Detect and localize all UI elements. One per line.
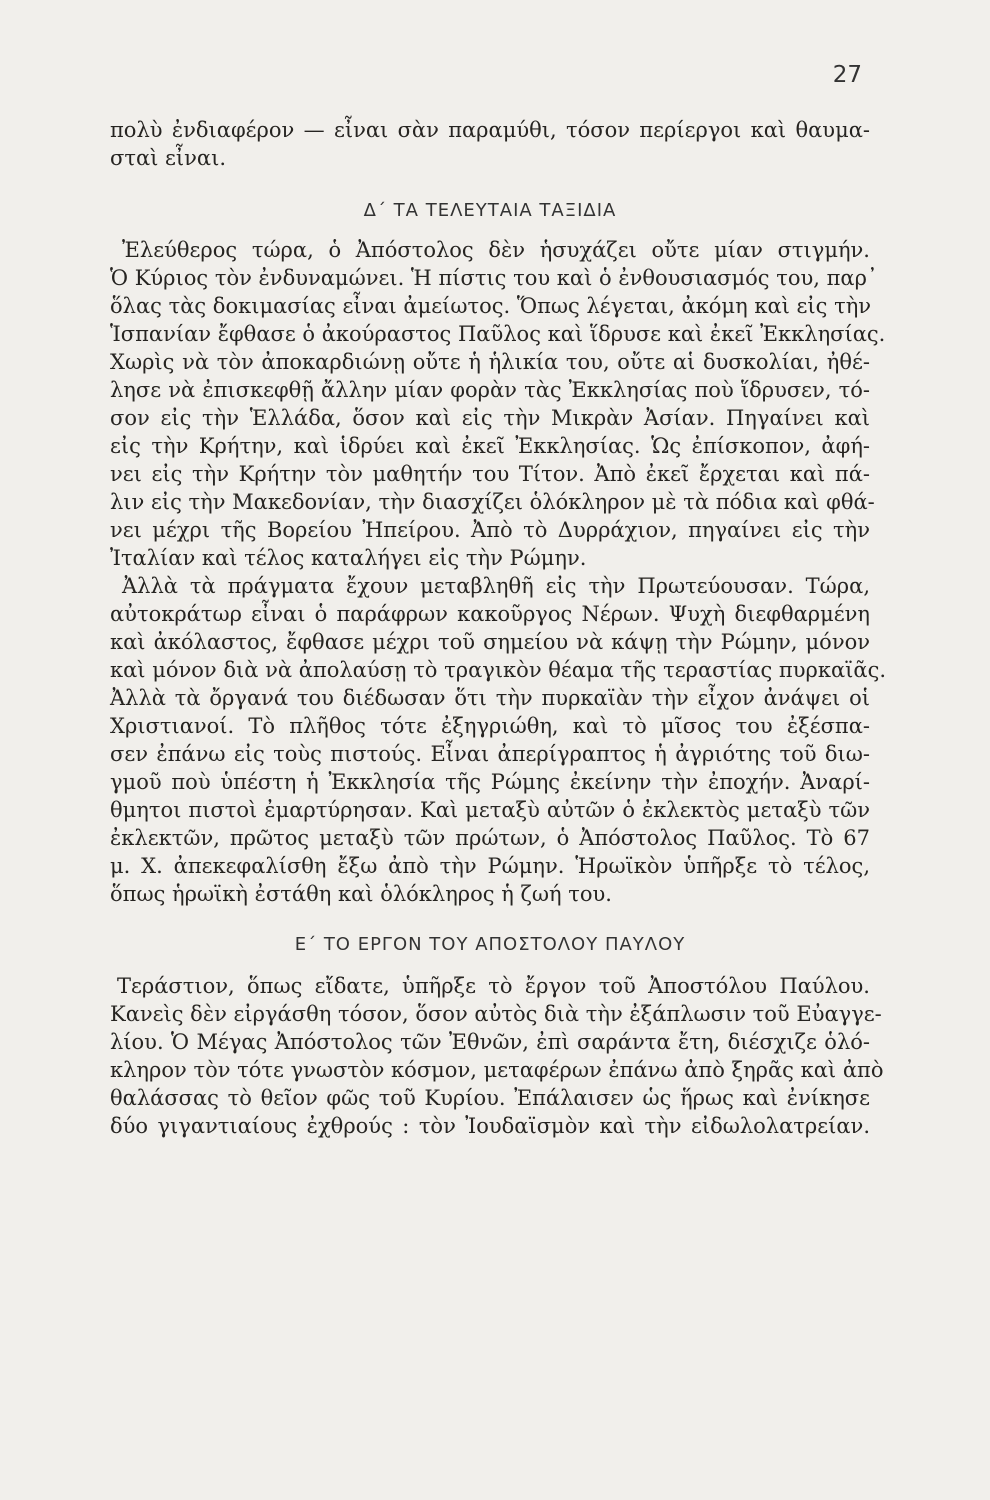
page-number: 27 [832, 62, 862, 88]
text-line: Ὁ Κύριος τὸν ἐνδυναμώνει. Ἡ πίστις του καὶ ὁ ἐνθουσιασμός του, παρ᾽ [110, 266, 878, 290]
text-line: σον εἰς τὴν Ἑλλάδα, ὅσον καὶ εἰς τὴν Μικρὰν Ἀσίαν. Πηγαίνει καὶ [110, 406, 870, 430]
text-line: εἰς τὴν Κρήτην, καὶ ἱδρύει καὶ ἐκεῖ Ἐκκλησίας. Ὡς ἐπίσκοπον, ἀφή- [110, 434, 870, 458]
text-line: Ἀλλὰ τὰ πράγματα ἔχουν μεταβληθῆ εἰς τὴν Πρωτεύουσαν. Τώρα, [122, 574, 870, 598]
text-line: Ἐλεύθερος τώρα, ὁ Ἀπόστολος δὲν ἡσυχάζει οὔτε μίαν στιγμήν. [122, 238, 870, 262]
text-line: κληρον τὸν τότε γνωστὸν κόσμον, μεταφέρων ἐπάνω ἀπὸ ξηρᾶς καὶ ἀπὸ [110, 1058, 884, 1082]
text-line: μ. Χ. ἀπεκεφαλίσθη ἔξω ἀπὸ τὴν Ρώμην. Ἡρωϊκὸν ὑπῆρξε τὸ τέλος, [110, 854, 870, 878]
text-line: σταὶ εἶναι. [110, 146, 227, 170]
text-line: νει εἰς τὴν Κρήτην τὸν μαθητήν του Τίτον. Ἀπὸ ἐκεῖ ἔρχεται καὶ πά- [110, 462, 870, 486]
text-line: λίου. Ὁ Μέγας Ἀπόστολος τῶν Ἐθνῶν, ἐπὶ σαράντα ἔτη, διέσχιζε ὁλό- [110, 1030, 870, 1054]
text-line: δύο γιγαντιαίους ἐχθρούς : τὸν Ἰουδαϊσμὸν καὶ τὴν εἰδωλολατρείαν. [110, 1114, 870, 1138]
text-line: θμητοι πιστοὶ ἐμαρτύρησαν. Καὶ μεταξὺ αὐτῶν ὁ ἐκλεκτὸς μεταξὺ τῶν [110, 798, 870, 822]
text-line: λιν εἰς τὴν Μακεδονίαν, τὴν διασχίζει ὁλόκληρον μὲ τὰ πόδια καὶ φθά- [110, 490, 875, 514]
section-heading: Ε΄ ΤΟ ΕΡΓΟΝ ΤΟΥ ΑΠΟΣΤΟΛΟΥ ΠΑΥΛΟΥ [294, 934, 686, 955]
text-line: Τεράστιον, ὅπως εἴδατε, ὑπῆρξε τὸ ἔργον τοῦ Ἀποστόλου Παύλου. [117, 974, 870, 998]
text-line: πολὺ ἐνδιαφέρον — εἶναι σὰν παραμύθι, τόσον περίεργοι καὶ θαυμα- [110, 118, 870, 142]
text-line: Κανεὶς δὲν εἰργάσθη τόσον, ὅσον αὐτὸς διὰ τὴν ἐξάπλωσιν τοῦ Εὐαγγε- [110, 1002, 882, 1026]
text-line: νει μέχρι τῆς Βορείου Ἠπείρου. Ἀπὸ τὸ Δυρράχιον, πηγαίνει εἰς τὴν [110, 518, 870, 542]
text-line: ἐκλεκτῶν, πρῶτος μεταξὺ τῶν πρώτων, ὁ Ἀπόστολος Παῦλος. Τὸ 67 [110, 826, 870, 850]
text-line: Χριστιανοί. Τὸ πλῆθος τότε ἐξηγριώθη, καὶ τὸ μῖσος του ἐξέσπα- [110, 714, 870, 738]
text-line: Ἀλλὰ τὰ ὄργανά του διέδωσαν ὅτι τὴν πυρκαϊὰν τὴν εἶχον ἀνάψει οἱ [110, 686, 870, 710]
text-line: αὐτοκράτωρ εἶναι ὁ παράφρων κακοῦργος Νέρων. Ψυχὴ διεφθαρμένη [110, 602, 870, 626]
text-line: καὶ μόνον διὰ νὰ ἀπολαύσῃ τὸ τραγικὸν θέαμα τῆς τεραστίας πυρκαϊᾶς. [110, 658, 887, 682]
text-line: γμοῦ ποὺ ὑπέστη ἡ Ἐκκλησία τῆς Ρώμης ἐκείνην τὴν ἐποχήν. Ἀναρί- [110, 770, 870, 794]
text-line: Χωρὶς νὰ τὸν ἀποκαρδιώνῃ οὔτε ἡ ἡλικία του, οὔτε αἱ δυσκολίαι, ἠθέ- [110, 350, 870, 374]
text-line: ὅλας τὰς δοκιμασίας εἶναι ἀμείωτος. Ὅπως λέγεται, ἀκόμη καὶ εἰς τὴν [110, 294, 872, 318]
text-line: Ἰταλίαν καὶ τέλος καταλήγει εἰς τὴν Ρώμην. [110, 546, 587, 570]
text-line: λησε νὰ ἐπισκεφθῇ ἄλλην μίαν φορὰν τὰς Ἐκκλησίας ποὺ ἵδρυσεν, τό- [110, 378, 870, 402]
text-line: θαλάσσας τὸ θεῖον φῶς τοῦ Κυρίου. Ἐπάλαισεν ὡς ἥρως καὶ ἐνίκησε [110, 1086, 870, 1110]
text-line: Ἱσπανίαν ἔφθασε ὁ ἀκούραστος Παῦλος καὶ ἵδρυσε καὶ ἐκεῖ Ἐκκλησίας. [110, 322, 886, 346]
section-heading: Δ΄ ΤΑ ΤΕΛΕΥΤΑΙΑ ΤΑΞΙΔΙΑ [363, 200, 617, 221]
text-line: ὅπως ἡρωϊκὴ ἐστάθη καὶ ὁλόκληρος ἡ ζωή του. [110, 882, 612, 906]
text-line: καὶ ἀκόλαστος, ἔφθασε μέχρι τοῦ σημείου νὰ κάψῃ τὴν Ρώμην, μόνον [110, 630, 870, 654]
text-line: σεν ἐπάνω εἰς τοὺς πιστούς. Εἶναι ἀπερίγραπτος ἡ ἀγριότης τοῦ διω- [110, 742, 870, 766]
